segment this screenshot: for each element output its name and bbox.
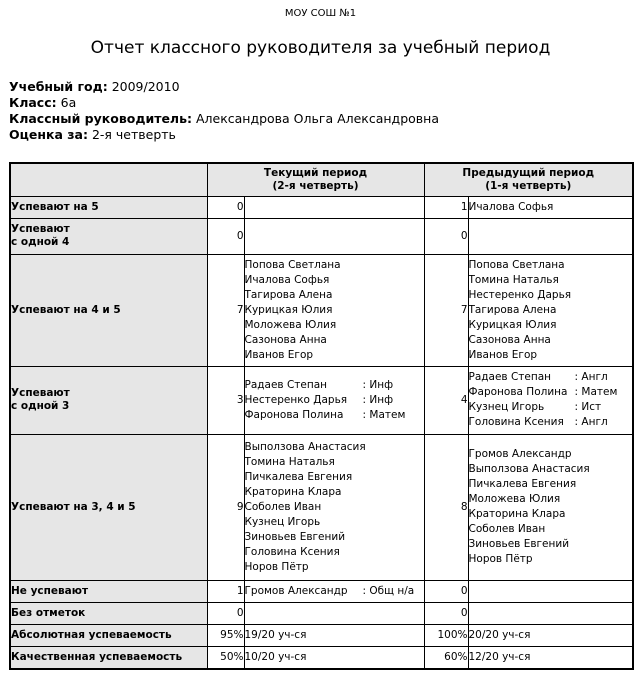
school-name: МОУ СОШ №1 [284, 8, 357, 19]
meta-grade-value: 2-я четверть [91, 127, 176, 142]
previous-students [468, 254, 633, 366]
student-item: Томина Наталья [468, 273, 559, 286]
previous-count: 0 [424, 602, 468, 624]
subject-separator: : [362, 408, 370, 421]
row-label: Успевают на 3, 4 и 5 [10, 434, 207, 580]
current-students [244, 580, 424, 602]
previous-students [468, 366, 633, 434]
current-students [244, 254, 424, 366]
student-name: Фаронова Полина [468, 386, 568, 398]
previous-students [468, 434, 633, 580]
meta-teacher-value: Александрова Ольга Александровна [195, 111, 439, 126]
student-item [245, 408, 424, 423]
student-item: Иванов Егор [468, 348, 538, 361]
header-empty [10, 163, 207, 196]
table-row [10, 196, 633, 218]
current-students [244, 602, 424, 624]
student-item: Выползова Анастасия [244, 440, 366, 453]
student-item: Краторина Клара [468, 508, 566, 520]
student-subject: Инф [369, 393, 394, 406]
student-item [245, 378, 424, 393]
row-label [10, 366, 207, 434]
meta-year-value: 2009/2010 [111, 79, 180, 94]
current-count: 0 [207, 196, 244, 218]
table-row [10, 218, 633, 254]
student-name: Кузнец Игорь [468, 401, 545, 413]
row-label: Успевают на 4 и 5 [10, 254, 207, 366]
student-item: Попова Светлана [468, 258, 565, 271]
student-name: Нестеренко Дарья [244, 393, 348, 406]
student-item: Сазонова Анна [468, 333, 551, 346]
student-item: Нестеренко Дарья [468, 288, 572, 301]
current-count: 0 [207, 218, 244, 254]
table-row [10, 254, 633, 366]
current-count: 50% [207, 646, 244, 669]
previous-count: 0 [424, 218, 468, 254]
previous-students [468, 646, 633, 669]
current-students [244, 366, 424, 434]
meta-class [9, 95, 439, 111]
student-item: Сазонова Анна [244, 333, 327, 346]
row-label: Качественная успеваемость [10, 646, 207, 669]
subject-separator: : [574, 416, 582, 428]
student-item: Зиновьев Евгений [244, 530, 346, 543]
previous-students [468, 580, 633, 602]
student-subject: Матем [369, 408, 406, 421]
subject-separator: : [362, 378, 370, 391]
student-item: Головина Ксения [244, 545, 340, 558]
student-subject: Матем [581, 386, 618, 398]
meta-teacher [9, 111, 439, 127]
meta-class-value: 6а [60, 95, 77, 110]
row-label [10, 218, 207, 254]
student-name: Радаев Степан [468, 371, 552, 383]
current-students [244, 624, 424, 646]
current-students [244, 434, 424, 580]
row-label: Без отметок [10, 602, 207, 624]
current-count: 1 [207, 580, 244, 602]
header-current-period [207, 163, 424, 196]
student-item: Ичалова Софья [468, 200, 554, 213]
meta-year [9, 79, 439, 95]
student-name: Громов Александр [244, 584, 348, 597]
report-table [9, 162, 634, 670]
student-item: Норов Пётр [244, 560, 309, 573]
student-item: Пичкалева Евгения [468, 478, 577, 490]
previous-count: 0 [424, 580, 468, 602]
report-meta [9, 79, 439, 143]
student-item: 20/20 уч-ся [468, 628, 531, 641]
current-count: 7 [207, 254, 244, 366]
student-item: Громов Александр [468, 448, 572, 460]
previous-students [468, 602, 633, 624]
student-item: Иванов Егор [244, 348, 314, 361]
table-row [10, 646, 633, 669]
current-students [244, 196, 424, 218]
student-item: Пичкалева Евгения [244, 470, 353, 483]
previous-count: 7 [424, 254, 468, 366]
student-name: Радаев Степан [244, 378, 328, 391]
subject-separator: : [574, 371, 582, 383]
meta-year-label: Учебный год: [9, 79, 108, 94]
row-label-line: Успевают [11, 387, 70, 399]
student-item: 10/20 уч-ся [244, 650, 307, 663]
row-label: Абсолютная успеваемость [10, 624, 207, 646]
meta-teacher-label: Классный руководитель: [9, 111, 192, 126]
row-label-line: с одной 3 [11, 400, 70, 412]
meta-grade-label: Оценка за: [9, 127, 88, 142]
table-row [10, 580, 633, 602]
student-item: Зиновьев Евгений [468, 538, 570, 550]
current-count: 95% [207, 624, 244, 646]
student-item: Ичалова Софья [244, 273, 330, 286]
previous-count: 4 [424, 366, 468, 434]
student-item [469, 385, 633, 400]
student-subject: Инф [369, 378, 394, 391]
student-subject: Англ [581, 416, 608, 428]
student-item: Краторина Клара [244, 485, 342, 498]
student-item: Попова Светлана [244, 258, 341, 271]
previous-count: 8 [424, 434, 468, 580]
previous-students [468, 624, 633, 646]
student-item: Соболев Иван [244, 500, 322, 513]
student-item: Моложева Юлия [244, 318, 337, 331]
table-row [10, 434, 633, 580]
student-item [245, 393, 424, 408]
current-count: 0 [207, 602, 244, 624]
student-subject: Ист [581, 401, 602, 413]
previous-count: 60% [424, 646, 468, 669]
student-item: Моложева Юлия [468, 493, 561, 505]
current-count: 9 [207, 434, 244, 580]
student-item: Тагирова Алена [468, 303, 557, 316]
header-previous-title: Предыдущий период [462, 166, 595, 179]
row-label: Успевают на 5 [10, 196, 207, 218]
subject-separator: : [574, 386, 582, 398]
subject-separator: : [362, 393, 370, 406]
header-previous-period [424, 163, 633, 196]
header-previous-sub: (1-я четверть) [485, 179, 572, 192]
student-item: Соболев Иван [468, 523, 546, 535]
student-subject: Англ [581, 371, 608, 383]
table-header-row [10, 163, 633, 196]
student-item: 19/20 уч-ся [244, 628, 307, 641]
current-count: 3 [207, 366, 244, 434]
student-item: Томина Наталья [244, 455, 335, 468]
student-item [469, 370, 633, 385]
student-item: Выползова Анастасия [468, 463, 590, 475]
previous-students [468, 218, 633, 254]
student-name: Фаронова Полина [244, 408, 344, 421]
table-row [10, 366, 633, 434]
current-students [244, 218, 424, 254]
previous-count: 100% [424, 624, 468, 646]
student-item: Курицкая Юлия [468, 318, 557, 331]
row-label: Не успевают [10, 580, 207, 602]
meta-class-label: Класс: [9, 95, 57, 110]
student-item: Курицкая Юлия [244, 303, 333, 316]
row-label-line: с одной 4 [11, 236, 70, 248]
student-item [469, 400, 633, 415]
header-current-sub: (2-я четверть) [272, 179, 359, 192]
student-item: 12/20 уч-ся [468, 650, 531, 663]
student-name: Головина Ксения [468, 416, 564, 428]
student-item: Кузнец Игорь [244, 515, 321, 528]
student-subject: Общ н/а [369, 584, 415, 597]
report-title: Отчет классного руководителя за учебный период [90, 38, 551, 58]
previous-count: 1 [424, 196, 468, 218]
subject-separator: : [362, 584, 370, 597]
meta-grade [9, 127, 439, 143]
header-current-title: Текущий период [263, 166, 368, 179]
subject-separator: : [574, 401, 582, 413]
student-item: Норов Пётр [468, 553, 533, 565]
previous-students [468, 196, 633, 218]
table-row [10, 602, 633, 624]
student-item [245, 584, 424, 599]
current-students [244, 646, 424, 669]
student-item [469, 415, 633, 430]
table-row [10, 624, 633, 646]
student-item: Тагирова Алена [244, 288, 333, 301]
row-label-line: Успевают [11, 223, 70, 235]
